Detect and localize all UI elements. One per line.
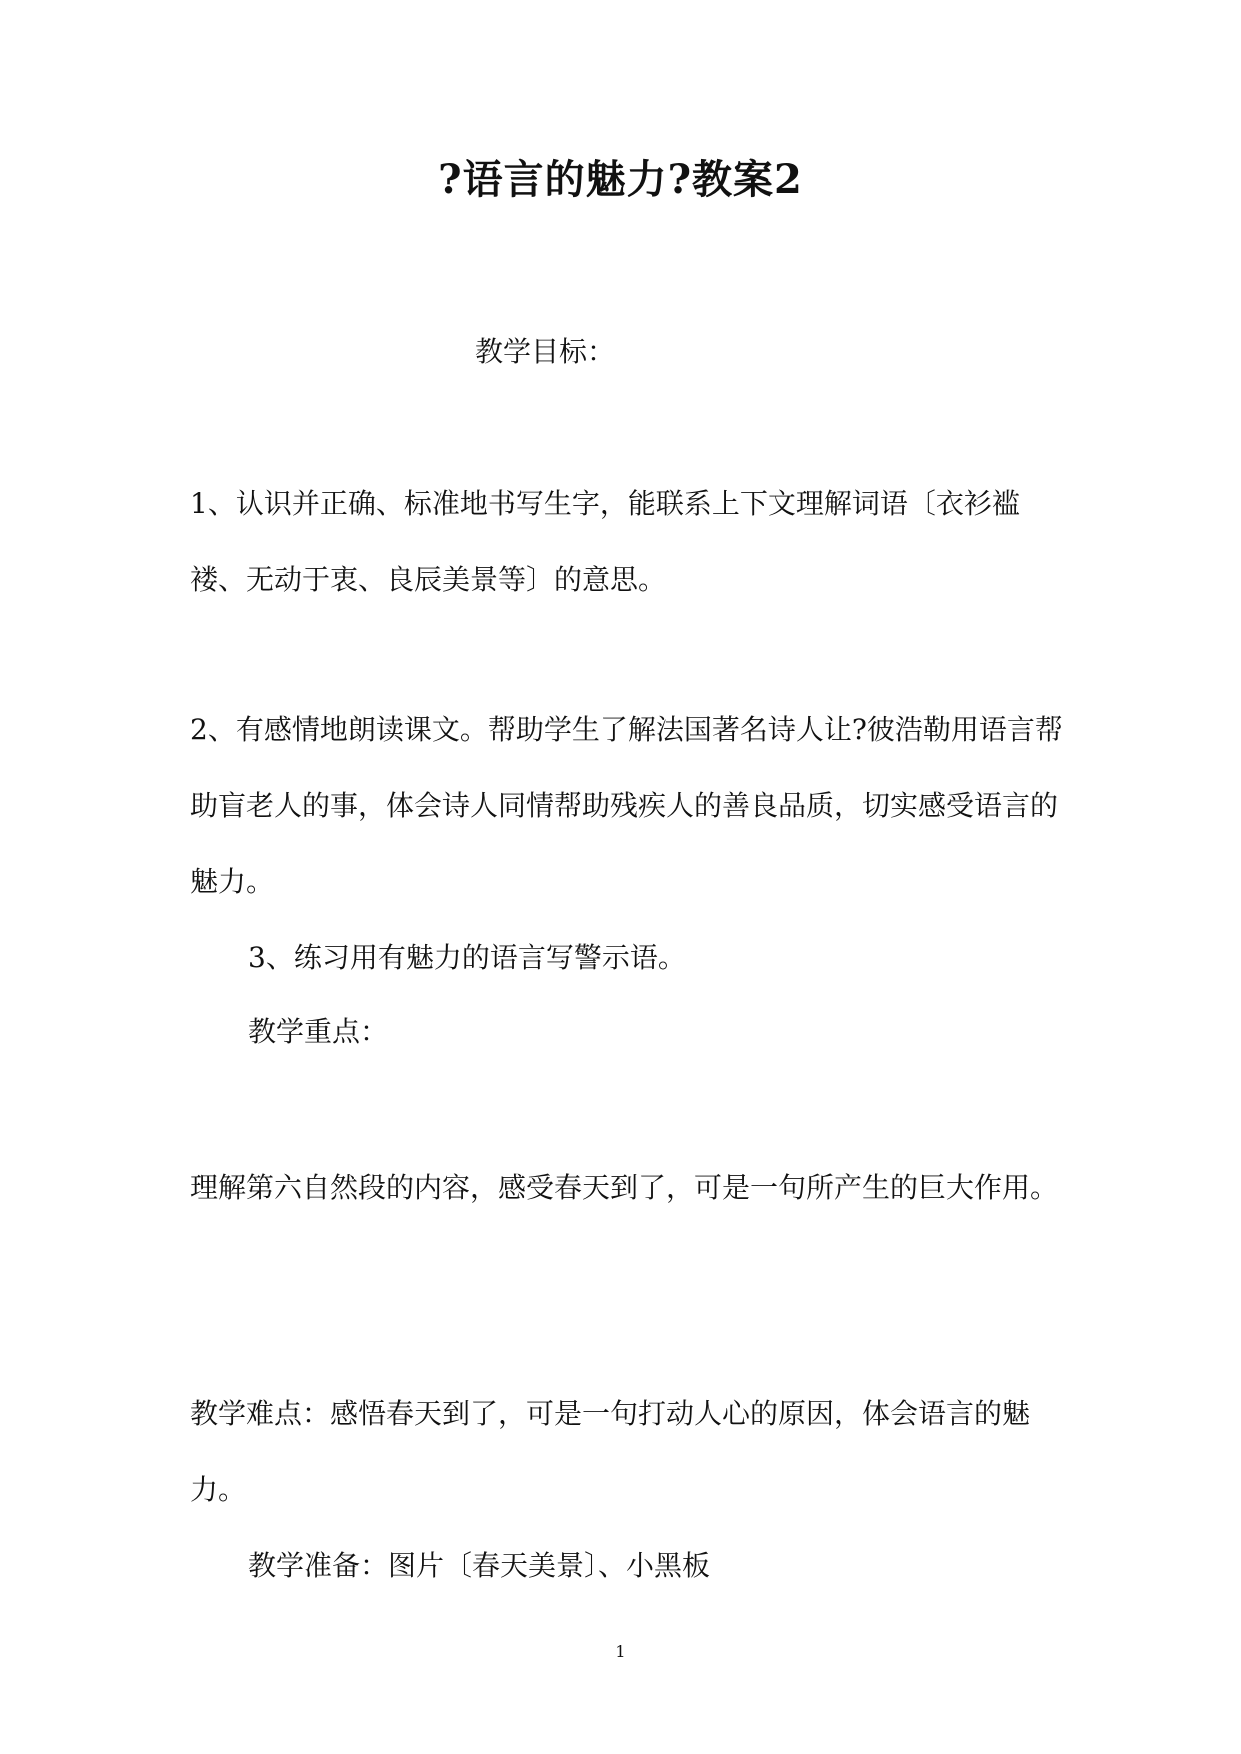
document-title: ?语言的魅力?教案2 bbox=[438, 156, 803, 203]
key-points-paragraph: 理解第六自然段的内容，感受春天到了，可是一句所产生的巨大作用。 bbox=[190, 1171, 1059, 1204]
objectives-heading: 教学目标： bbox=[475, 335, 616, 368]
preparation-paragraph: 教学准备：图片〔春天美景〕、小黑板 bbox=[248, 1549, 711, 1582]
objective-3-paragraph: 3、练习用有魅力的语言写警示语。 bbox=[248, 941, 686, 974]
key-points-heading: 教学重点： bbox=[248, 1015, 389, 1048]
objective-1-paragraph: 1、认识并正确、标准地书写生字，能联系上下文理解词语〔衣衫褴褛、无动于衷、良辰美景等〕的意思。 bbox=[190, 487, 1020, 596]
difficulties-paragraph: 教学难点：感悟春天到了，可是一句打动人心的原因，体会语言的魅力。 bbox=[190, 1397, 1031, 1506]
objective-2-paragraph: 2、有感情地朗读课文。帮助学生了解法国著名诗人让?彼浩勒用语言帮助盲老人的事，体会诗人同情帮助残疾人的善良品质，切实感受语言的魅力。 bbox=[190, 713, 1063, 898]
page-number: 1 bbox=[615, 1642, 626, 1661]
